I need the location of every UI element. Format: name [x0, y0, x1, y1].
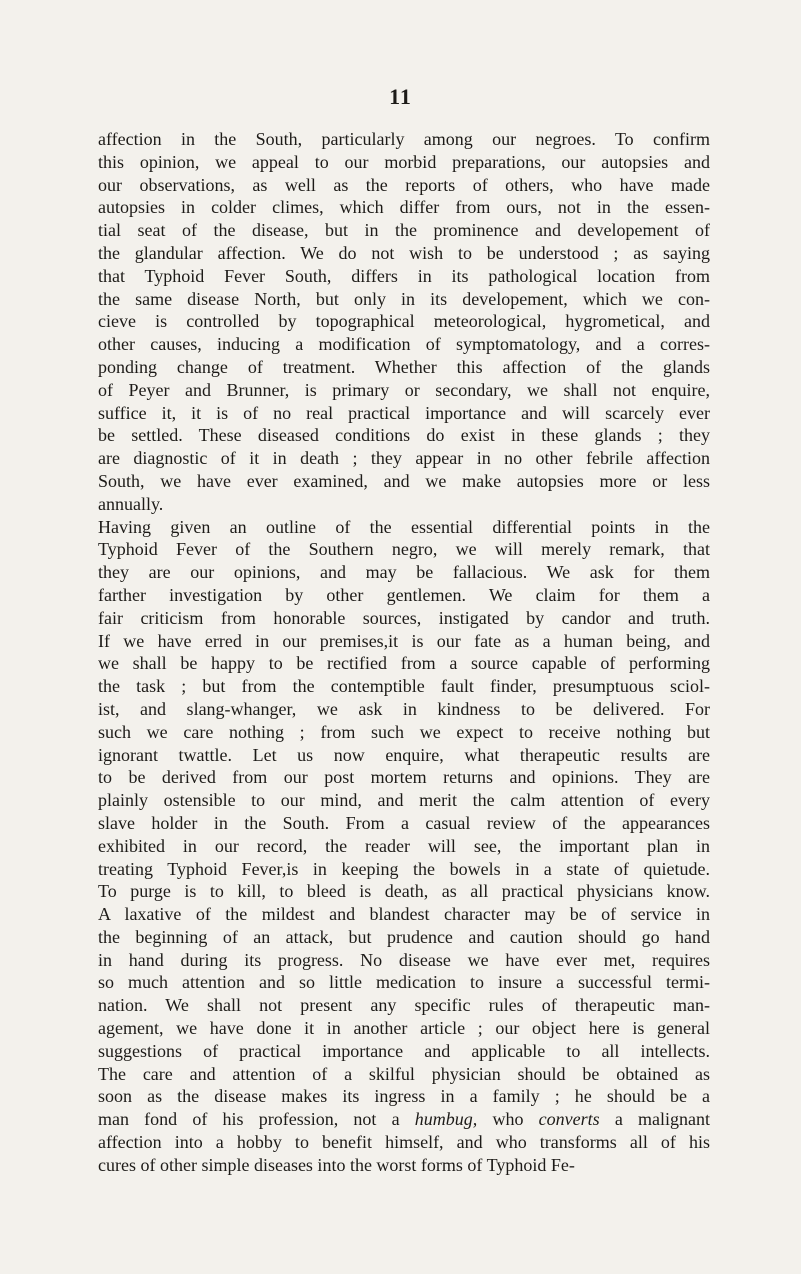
text-line: so much attention and so little medication to insure a successful termi-	[98, 972, 710, 993]
text-line: slave holder in the South. From a casual review of the appearances	[98, 812, 710, 833]
text-line: the glandular affection. We do not wish to be understood ; as saying	[98, 242, 710, 263]
text-line: that Typhoid Fever South, differs in its pathological location from	[98, 265, 710, 286]
page-number: 11	[389, 84, 412, 109]
text-line: South, we have ever examined, and we make autopsies more or less	[98, 470, 710, 491]
text-line: suffice it, it is of no real practical importance and will scarcely ever	[98, 402, 710, 423]
text-line: suggestions of practical importance and applicable to all intellects.	[98, 1040, 710, 1061]
text-line: farther investigation by other gentlemen. We claim for them a	[98, 584, 710, 605]
text-line: plainly ostensible to our mind, and merit the calm attention of every	[98, 790, 710, 811]
text-line: Typhoid Fever of the Southern negro, we will merely remark, that	[98, 539, 710, 560]
text-line: cures of other simple diseases into the worst forms of Typhoid Fe-	[98, 1154, 575, 1175]
text-line: to be derived from our post mortem returns and opinions. They are	[98, 767, 710, 788]
text-line: agement, we have done it in another article ; our object here is general	[98, 1018, 710, 1039]
text-line: other causes, inducing a modification of symptomatology, and a corres-	[98, 334, 710, 355]
text-line: cieve is controlled by topographical meteorological, hygrometical, and	[98, 311, 710, 332]
text-line: The care and attention of a skilful physician should be obtained as	[98, 1063, 710, 1084]
text-line: A laxative of the mildest and blandest character may be of service in	[98, 904, 710, 925]
body-text	[98, 128, 710, 1177]
text-line: ignorant twattle. Let us now enquire, what therapeutic results are	[98, 744, 710, 765]
text-line: such we care nothing ; from such we expect to receive nothing but	[98, 721, 710, 742]
text-line: nation. We shall not present any specific rules of therapeutic man-	[98, 995, 710, 1016]
text-line: soon as the disease makes its ingress in a family ; he should be a	[98, 1086, 710, 1107]
text-line: affection in the South, particularly among our negroes. To confirm	[98, 129, 710, 149]
text-line: our observations, as well as the reports of others, who have made	[98, 174, 710, 195]
text-line: are diagnostic of it in death ; they appear in no other febrile affection	[98, 448, 710, 469]
text-line: annually.	[98, 493, 164, 514]
text-line: of Peyer and Brunner, is primary or secondary, we shall not enquire,	[98, 379, 710, 400]
text-line: they are our opinions, and may be fallacious. We ask for them	[98, 562, 710, 583]
text-line: the same disease North, but only in its developement, which we con-	[98, 288, 710, 309]
text-line: this opinion, we appeal to our morbid preparations, our autopsies and	[98, 151, 710, 172]
text-line: To purge is to kill, to bleed is death, as all practical physicians know.	[98, 881, 710, 902]
text-line: be settled. These diseased conditions do exist in these glands ; they	[98, 425, 710, 446]
text-line: autopsies in colder climes, which differ from ours, not in the essen-	[98, 197, 710, 218]
text-line: exhibited in our record, the reader will see, the important plan in	[98, 835, 710, 856]
text-line: we shall be happy to be rectified from a source capable of performing	[98, 653, 710, 674]
text-line: fair criticism from honorable sources, instigated by candor and truth.	[98, 607, 710, 628]
text-line: ist, and slang-whanger, we ask in kindness to be delivered. For	[98, 698, 710, 719]
text-line: in hand during its progress. No disease we have ever met, requires	[98, 949, 710, 970]
text-line: treating Typhoid Fever,is in keeping the bowels in a state of quietude.	[98, 858, 710, 879]
text-line: the beginning of an attack, but prudence and caution should go hand	[98, 926, 710, 947]
text-line: ponding change of treatment. Whether this affection of the glands	[98, 356, 710, 377]
text-line: tial seat of the disease, but in the prominence and developement of	[98, 220, 710, 241]
text-line: affection into a hobby to benefit himself, and who transforms all of his	[98, 1132, 710, 1153]
text-line: Having given an outline of the essential differential points in the	[98, 516, 710, 537]
text-line: If we have erred in our premises,it is our fate as a human being, and	[98, 630, 710, 651]
text-line: the task ; but from the contemptible fault finder, presumptuous sciol-	[98, 676, 710, 697]
text-line: man fond of his profession, not a humbug, who converts a malignant	[98, 1109, 710, 1130]
